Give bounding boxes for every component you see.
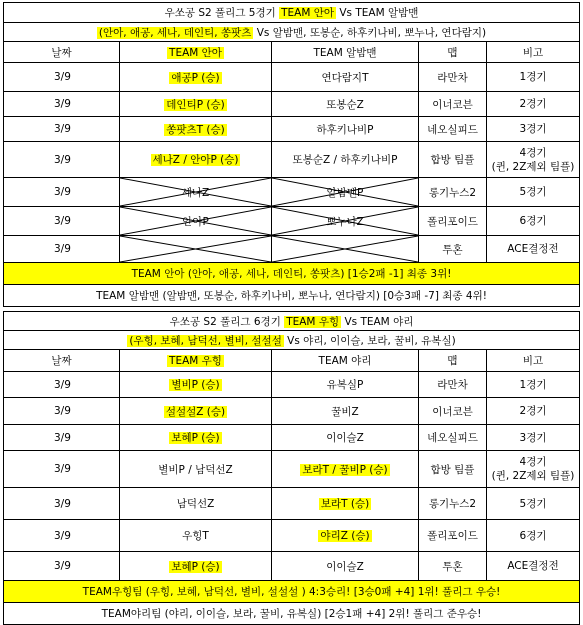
team-b-player: 이이슬Z (272, 552, 419, 581)
team-a-player: 안아P (120, 207, 272, 236)
team-b-player: 야리Z (승) (272, 520, 419, 552)
league2-title-text: 우쏘공 S2 풀리그 6경기 (169, 315, 285, 328)
league1-header-row (4, 42, 580, 63)
league1-roster-a: (안아, 애공, 세나, 데인티, 쏭팟츠 (98, 26, 252, 39)
team-b-player: 또봉순Z / 하후키나비P (272, 142, 419, 178)
league1-result-loser: TEAM 알밤맨 (알밤맨, 또봉순, 하후키나비, 뽀누나, 연다람지) [0승3패 -7] 최종 4위! (4, 285, 580, 307)
team-a-player: 남덕선Z (120, 488, 272, 520)
team-a-player: 보혜P (승) (120, 425, 272, 451)
team-b-player: 이이슬Z (272, 425, 419, 451)
match-date: 3/9 (4, 236, 120, 263)
team-b-player: 뽀누나Z (272, 207, 419, 236)
team-b-player: 유복실P (272, 372, 419, 398)
league1-title (4, 3, 580, 23)
match-date: 3/9 (4, 520, 120, 552)
match-row (4, 451, 580, 488)
map-name: 라만차 (419, 63, 487, 92)
match-row (4, 552, 580, 581)
match-row (4, 425, 580, 451)
league1-title-text: 우쏘공 S2 풀리그 5경기 (164, 7, 280, 19)
match-row (4, 117, 580, 142)
match-note: ACE결정전 (487, 236, 580, 263)
league2-roster (4, 331, 580, 350)
team-b-player (272, 236, 419, 263)
team-b-player: 꿀비Z (272, 398, 419, 425)
team-b-player: 보라T (승) (272, 488, 419, 520)
map-name: 이너코븐 (419, 398, 487, 425)
header-team-b: TEAM 알밤맨 (272, 42, 419, 63)
team-a-player: 별비P (승) (120, 372, 272, 398)
header-date: 날짜 (4, 42, 120, 63)
header-note: 비고 (487, 350, 580, 372)
league2-roster-b: Vs 야리, 이이슬, 보라, 꿀비, 유복실) (283, 334, 456, 347)
team-a-player: 보혜P (승) (120, 552, 272, 581)
map-name: 롱기누스2 (419, 488, 487, 520)
map-name: 네오실피드 (419, 117, 487, 142)
header-team-b: TEAM 야리 (272, 350, 419, 372)
match-row (4, 520, 580, 552)
header-team-a: TEAM 우힝 (120, 350, 272, 372)
match-note: 6경기 (487, 207, 580, 236)
match-note: 3경기 (487, 425, 580, 451)
map-name: 투혼 (419, 552, 487, 581)
match-note: 2경기 (487, 92, 580, 117)
match-date: 3/9 (4, 92, 120, 117)
map-name: 라만차 (419, 372, 487, 398)
league2-result-winner: TEAM우힝팀 (우힝, 보혜, 남덕선, 별비, 설설설 ) 4:3승리! [3승0패 +4] 1위! 풀리그 우승! (4, 581, 580, 603)
map-name: 합방 팀플 (419, 142, 487, 178)
match-row (4, 398, 580, 425)
league2-table (3, 311, 580, 625)
match-row (4, 178, 580, 207)
match-note: 3경기 (487, 117, 580, 142)
team-b-player: 알밤맨P (272, 178, 419, 207)
match-date: 3/9 (4, 552, 120, 581)
header-map: 맵 (419, 42, 487, 63)
match-note: 4경기 (퀸, 2Z제외 팀플) (487, 451, 580, 488)
match-note: 6경기 (487, 520, 580, 552)
match-note: 5경기 (487, 488, 580, 520)
league1-title-team: TEAM 안아 (281, 7, 335, 19)
header-date: 날짜 (4, 350, 120, 372)
match-note: 1경기 (487, 372, 580, 398)
league1-result-winner: TEAM 안아 (안아, 애공, 세나, 데인티, 쏭팟츠) [1승2패 -1] 최종 3위! (4, 263, 580, 285)
team-a-player: 우힝T (120, 520, 272, 552)
match-date: 3/9 (4, 178, 120, 207)
league1-sheet (3, 2, 579, 307)
league2-title (4, 312, 580, 331)
map-name: 네오실피드 (419, 425, 487, 451)
league1-title-vs: Vs TEAM 알밤맨 (336, 7, 419, 19)
team-a-player (120, 236, 272, 263)
header-note: 비고 (487, 42, 580, 63)
match-note: 2경기 (487, 398, 580, 425)
match-date: 3/9 (4, 207, 120, 236)
match-date: 3/9 (4, 451, 120, 488)
match-note: 1경기 (487, 63, 580, 92)
match-row (4, 207, 580, 236)
map-name: 이너코븐 (419, 92, 487, 117)
map-name: 폴리포이드 (419, 207, 487, 236)
league2-header-row (4, 350, 580, 372)
match-date: 3/9 (4, 398, 120, 425)
match-note: ACE결정전 (487, 552, 580, 581)
league1-roster (4, 23, 580, 42)
match-date: 3/9 (4, 117, 120, 142)
match-row (4, 92, 580, 117)
team-a-player: 별비P / 남덕선Z (120, 451, 272, 488)
team-a-player: 애공P (승) (120, 63, 272, 92)
match-row (4, 236, 580, 263)
team-b-player: 연다람지T (272, 63, 419, 92)
match-date: 3/9 (4, 425, 120, 451)
match-date: 3/9 (4, 488, 120, 520)
league2-title-vs: Vs TEAM 야리 (341, 315, 414, 328)
league2-sheet (3, 311, 579, 625)
league1-roster-b: Vs 알밤맨, 또봉순, 하후키나비, 뽀누나, 연다람지) (253, 26, 487, 39)
team-a-player: 세나Z / 안아P (승) (120, 142, 272, 178)
match-date: 3/9 (4, 142, 120, 178)
match-row (4, 488, 580, 520)
map-name: 롱기누스2 (419, 178, 487, 207)
header-team-a: TEAM 안아 (120, 42, 272, 63)
team-a-player: 설설설Z (승) (120, 398, 272, 425)
strikeout-x-icon (272, 236, 418, 262)
strikeout-x-icon (120, 236, 271, 262)
team-b-player: 보라T / 꿀비P (승) (272, 451, 419, 488)
team-a-player: 데인티P (승) (120, 92, 272, 117)
match-row (4, 372, 580, 398)
league2-result-loser: TEAM야리팀 (야리, 이이슬, 보라, 꿀비, 유복실) [2승1패 +4] 2위! 풀리그 준우승! (4, 603, 580, 625)
match-row (4, 142, 580, 178)
match-date: 3/9 (4, 372, 120, 398)
match-note: 5경기 (487, 178, 580, 207)
league2-roster-a: (우힝, 보혜, 남덕선, 별비, 설설설 (129, 334, 282, 347)
match-note: 4경기 (퀸, 2Z제외 팀플) (487, 142, 580, 178)
league1-table (3, 2, 580, 307)
map-name: 합방 팀플 (419, 451, 487, 488)
league2-title-team: TEAM 우힝 (286, 315, 340, 328)
team-b-player: 또봉순Z (272, 92, 419, 117)
team-b-player: 하후키나비P (272, 117, 419, 142)
team-a-player: 쏭팟츠T (승) (120, 117, 272, 142)
team-a-player: 세나Z (120, 178, 272, 207)
header-map: 맵 (419, 350, 487, 372)
match-date: 3/9 (4, 63, 120, 92)
map-name: 폴리포이드 (419, 520, 487, 552)
map-name: 투혼 (419, 236, 487, 263)
match-row (4, 63, 580, 92)
